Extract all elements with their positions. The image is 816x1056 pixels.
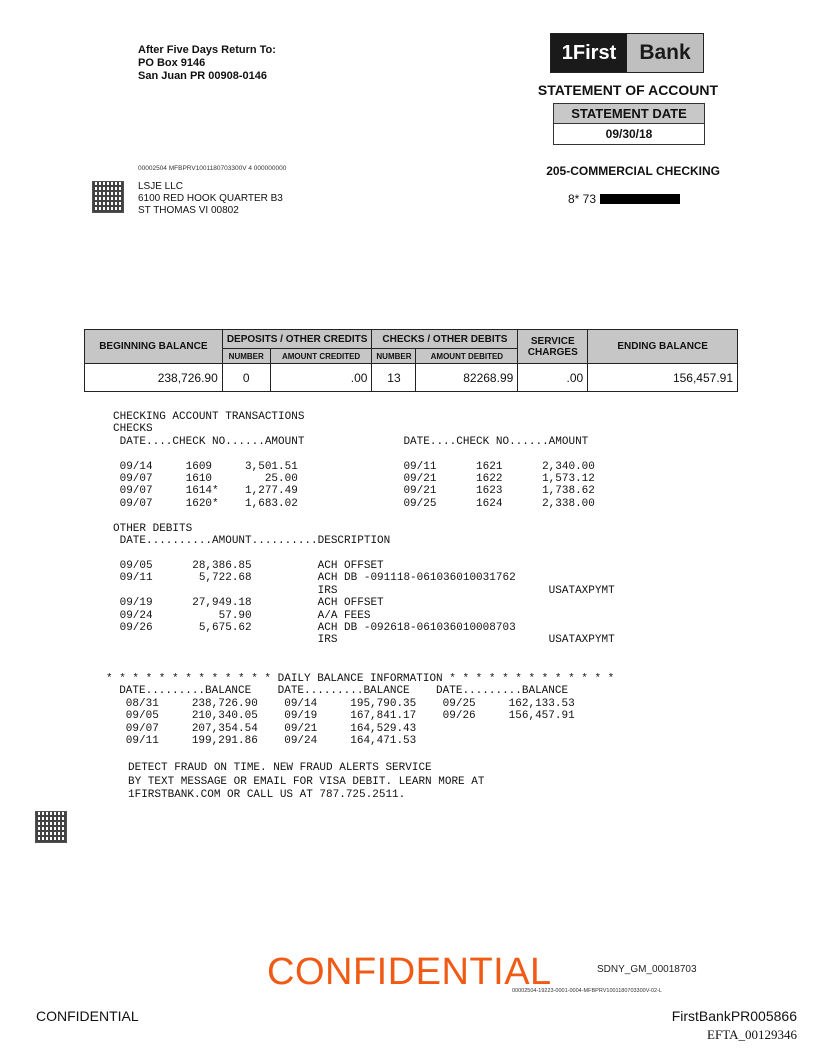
header-check-number: NUMBER bbox=[372, 349, 416, 364]
account-number bbox=[568, 192, 680, 206]
header-amount-debited: AMOUNT DEBITED bbox=[416, 349, 518, 364]
header-ending-balance: ENDING BALANCE bbox=[588, 330, 738, 364]
return-address-line3: San Juan PR 00908-0146 bbox=[138, 70, 268, 82]
barcode-icon bbox=[35, 811, 67, 843]
check-amount: 82268.99 bbox=[416, 364, 518, 392]
header-deposit-number: NUMBER bbox=[222, 349, 270, 364]
logo-mark: 1First bbox=[551, 34, 627, 72]
statement-date-label: STATEMENT DATE bbox=[554, 104, 704, 124]
account-type: 205-COMMERCIAL CHECKING bbox=[546, 164, 720, 178]
footer-code: 00002504-19223-0001-0004-MFBPRV1001180703300V-02-L bbox=[512, 988, 662, 994]
addressee-street: 6100 RED HOOK QUARTER B3 bbox=[138, 193, 283, 204]
firstbank-logo bbox=[550, 33, 704, 73]
addressee-name: LSJE LLC bbox=[138, 181, 184, 192]
confidential-stamp: CONFIDENTIAL bbox=[267, 951, 552, 993]
barcode-icon bbox=[92, 181, 124, 213]
deposit-count: 0 bbox=[222, 364, 270, 392]
header-checks: CHECKS / OTHER DEBITS bbox=[372, 330, 518, 349]
sdny-number: SDNY_GM_00018703 bbox=[597, 964, 697, 975]
ending-balance: 156,457.91 bbox=[588, 364, 738, 392]
header-service-charges: SERVICE CHARGES bbox=[518, 330, 588, 364]
addressee-city: ST THOMAS VI 00802 bbox=[138, 205, 239, 216]
account-number-prefix: 8* 73 bbox=[568, 192, 597, 206]
service-charges: .00 bbox=[518, 364, 588, 392]
return-address-line2: PO Box 9146 bbox=[138, 57, 206, 69]
return-address-line1: After Five Days Return To: bbox=[138, 44, 276, 56]
statement-date: 09/30/18 bbox=[605, 127, 653, 141]
header-deposits: DEPOSITS / OTHER CREDITS bbox=[222, 330, 372, 349]
checking-transactions: CHECKING ACCOUNT TRANSACTIONS CHECKS DATE....CHECK NO......AMOUNT DATE....CHECK NO......AMOUNT 09/14 1609 3,501.51 09/11 1621 2,340.00 09/07 1610 25.00 09/21 1622 1,573.12 09/07 1614* 1,277.49 09/21 1623 1,738.62 09/07 1620* 1,683.02 09/25 1624 2,338.00 OTHER DEBITS DATE..........AMOUNT..........DESCRIPTION 09/05 28,386.85 ACH OFFSET 09/11 5,722.68 ACH DB -091118-061036010031762 IRS USATAXPYMT 09/19 27,949.18 ACH OFFSET 09/24 57.90 A/A FEES 09/26 5,675.62 ACH DB -092618-061036010008703 IRS USATAXPYMT bbox=[113, 411, 615, 647]
daily-balance-information: * * * * * * * * * * * * * DAILY BALANCE INFORMATION * * * * * * * * * * * * * DATE.........BALANCE DATE.........BALANCE DATE.........BALANCE 08/31 238,726.90 09/14 195,790.35 09/25 162,133.53 09/05 210,340.05 09/19 167,841.17 09/26 156,457.91 09/07 207,354.54 09/21 164,529.43 09/11 199,291.86 09/24 164,471.53 bbox=[106, 673, 615, 748]
fraud-notice: DETECT FRAUD ON TIME. NEW FRAUD ALERTS SERVICE BY TEXT MESSAGE OR EMAIL FOR VISA DEBIT. LEARN MORE AT 1FIRSTBANK.COM OR CALL US AT 787.725.2511. bbox=[128, 762, 485, 801]
statement-title: STATEMENT OF ACCOUNT bbox=[537, 82, 719, 98]
confidential-label: CONFIDENTIAL bbox=[36, 1008, 139, 1024]
efta-number: EFTA_00129346 bbox=[707, 1027, 797, 1042]
beginning-balance: 238,726.90 bbox=[85, 364, 223, 392]
statement-date-box bbox=[553, 103, 705, 145]
check-count: 13 bbox=[372, 364, 416, 392]
header-beginning-balance: BEGINNING BALANCE bbox=[85, 330, 223, 364]
account-summary-table bbox=[84, 329, 738, 392]
return-address bbox=[138, 44, 276, 83]
logo-word: Bank bbox=[627, 34, 703, 72]
mail-code: 00002504 MFBPRV1001180703300V 4 000000000 bbox=[138, 165, 287, 172]
bates-number: FirstBankPR005866 bbox=[671, 1008, 797, 1024]
header-amount-credited: AMOUNT CREDITED bbox=[270, 349, 372, 364]
deposit-amount: .00 bbox=[270, 364, 372, 392]
redaction-bar bbox=[600, 194, 680, 204]
addressee bbox=[138, 181, 283, 217]
